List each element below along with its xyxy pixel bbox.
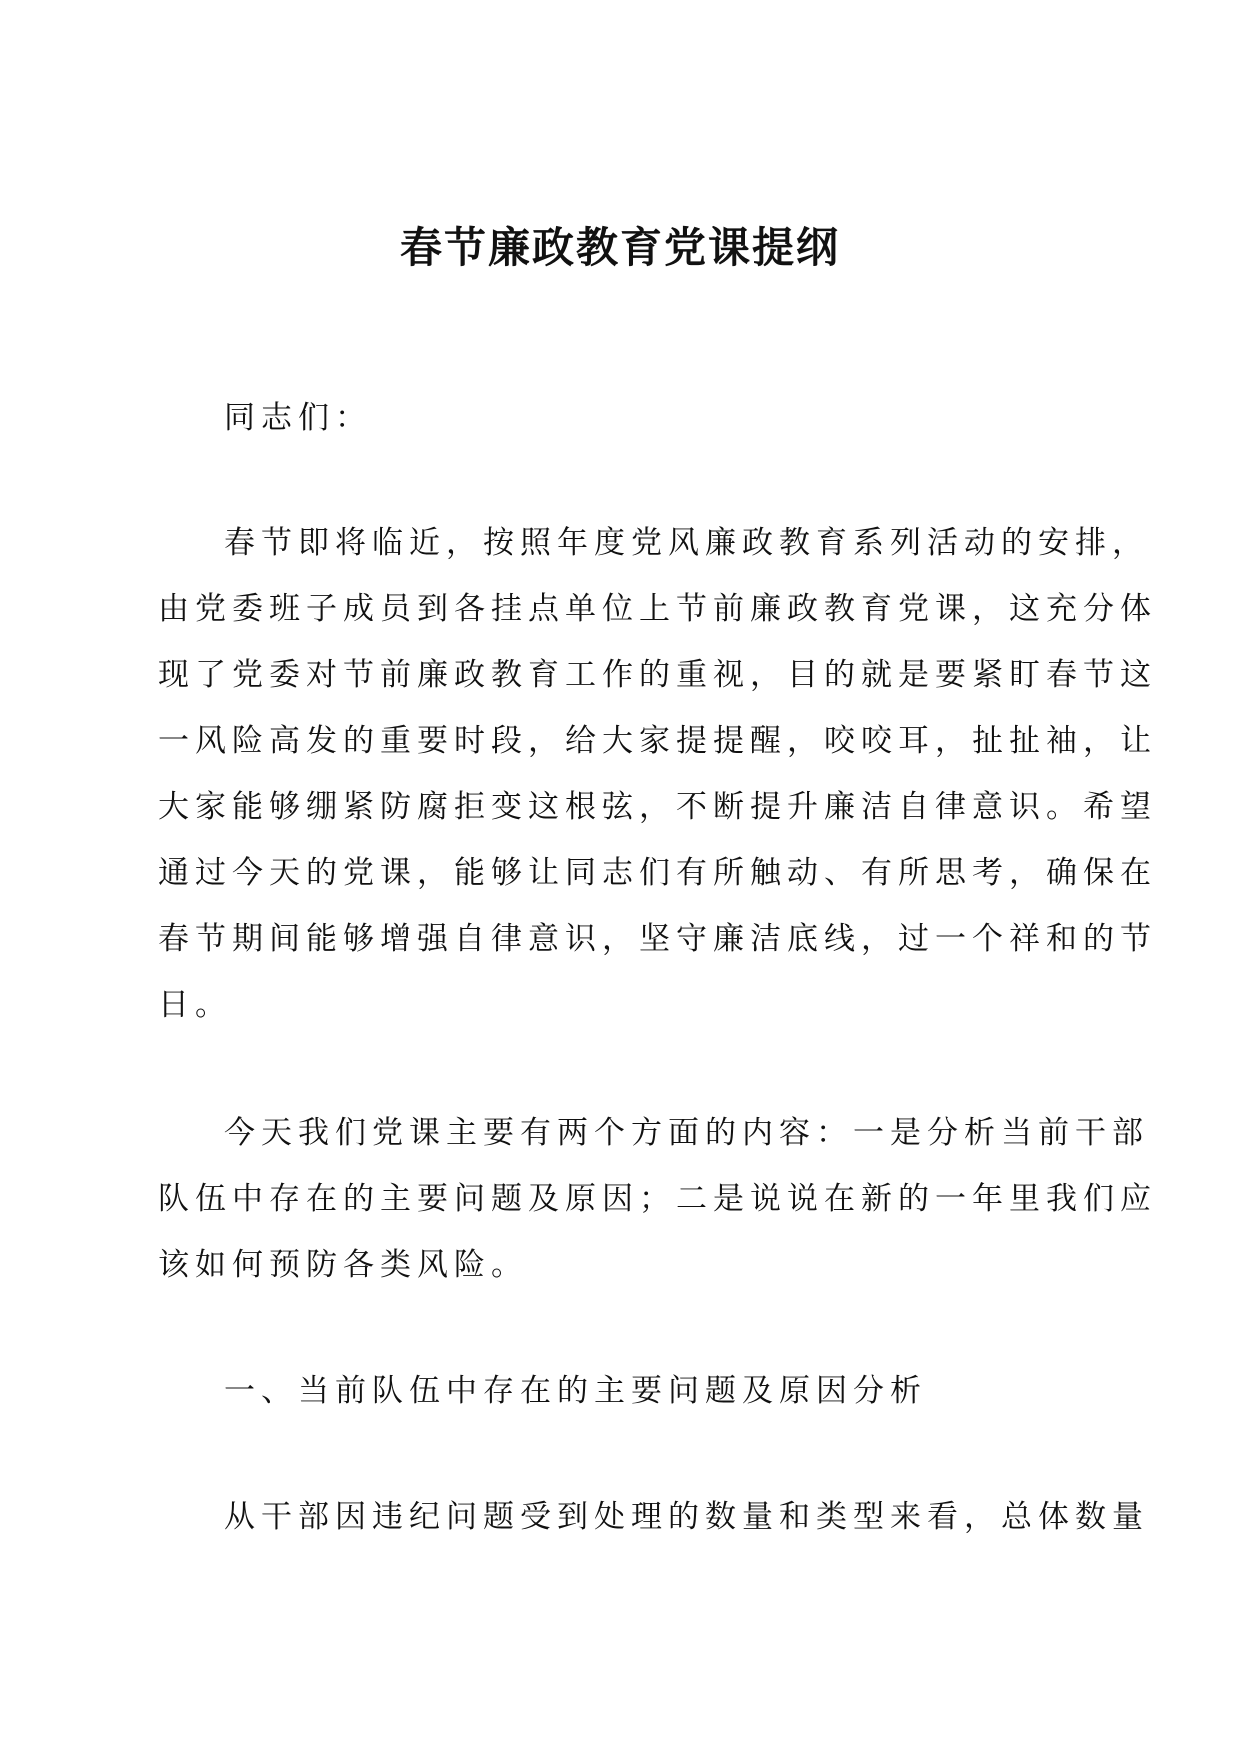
- paragraph-line: 春节即将临近，按照年度党风廉政教育系列活动的安排，: [224, 525, 1149, 561]
- paragraph-overview: [158, 1100, 1157, 1298]
- document-title: 春节廉政教育党课提纲: [399, 223, 840, 272]
- paragraph-line: 大家能够绷紧防腐拒变这根弦，不断提升廉洁自律意识。希望: [158, 789, 1157, 825]
- paragraph-line: 现了党委对节前廉政教育工作的重视，目的就是要紧盯春节这: [158, 657, 1157, 693]
- paragraph-line: 今天我们党课主要有两个方面的内容：一是分析当前干部: [224, 1115, 1149, 1151]
- paragraph-line: 从干部因违纪问题受到处理的数量和类型来看，总体数量: [224, 1499, 1149, 1535]
- paragraph-intro: [158, 510, 1157, 1038]
- greeting-text: 同志们：: [224, 400, 372, 436]
- greeting: [158, 385, 1082, 451]
- paragraph-analysis: [158, 1484, 1149, 1550]
- paragraph-line: 该如何预防各类风险。: [158, 1247, 528, 1283]
- paragraph-line: 由党委班子成员到各挂点单位上节前廉政教育党课，这充分体: [158, 591, 1157, 627]
- paragraph-line: 日。: [158, 987, 232, 1023]
- section-heading-1: [158, 1358, 1082, 1424]
- paragraph-line: 春节期间能够增强自律意识，坚守廉洁底线，过一个祥和的节: [158, 921, 1157, 957]
- paragraph-line: 一风险高发的重要时段，给大家提提醒，咬咬耳，扯扯袖，让: [158, 723, 1157, 759]
- section-heading-text: 一、当前队伍中存在的主要问题及原因分析: [224, 1373, 927, 1409]
- paragraph-line: 队伍中存在的主要问题及原因；二是说说在新的一年里我们应: [158, 1181, 1157, 1217]
- paragraph-line: 通过今天的党课，能够让同志们有所触动、有所思考，确保在: [158, 855, 1157, 891]
